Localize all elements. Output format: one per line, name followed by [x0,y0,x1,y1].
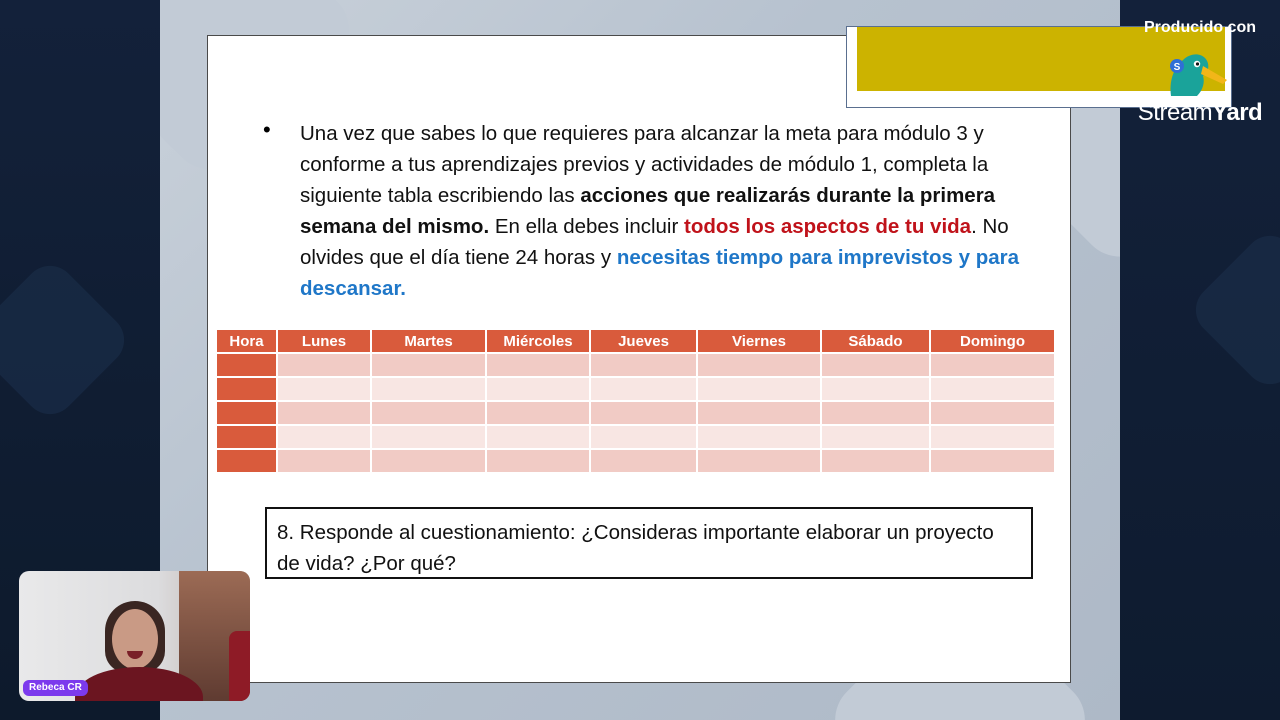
produced-with-label: Producido con [1144,19,1256,36]
table-cell [930,353,1055,377]
hour-cell [217,425,277,449]
instructions-blue-text: necesitas tiempo para imprevistos y para descansar. [300,246,1020,300]
table-cell [821,401,930,425]
table-cell [486,401,590,425]
table-cell [821,425,930,449]
hour-cell [217,401,277,425]
table-cell [590,353,697,377]
bullet-point: • [263,117,271,142]
table-cell [371,377,486,401]
table-row [217,425,1055,449]
brand-name-part1: Stream [1137,99,1213,126]
table-row [217,449,1055,472]
question-box [265,507,1033,579]
column-header: Hora [217,330,277,353]
table-cell [590,449,697,472]
column-header: Miércoles [486,330,590,353]
table-cell [821,449,930,472]
table-cell [590,425,697,449]
table-row [217,353,1055,377]
table-cell [590,377,697,401]
question-text: 8. Responde al cuestionamiento: ¿Consideras importante elaborar un proyecto de vida? ¿Por qué? [277,521,994,575]
table-cell [277,425,371,449]
table-cell [486,377,590,401]
participant-face [112,609,158,669]
table-row [217,401,1055,425]
table-cell [486,449,590,472]
table-cell [277,353,371,377]
table-cell [930,401,1055,425]
decor-diamond [1185,225,1280,395]
participant-name-tag: Rebeca CR [23,680,88,696]
instructions-paragraph [300,118,1040,304]
streamyard-duck-logo-icon [1163,46,1229,98]
table-cell [486,425,590,449]
table-cell [821,377,930,401]
table-cell [277,449,371,472]
table-cell [697,425,821,449]
table-cell [371,425,486,449]
table-cell [277,377,371,401]
table-row [217,377,1055,401]
table-cell [821,353,930,377]
table-cell [697,449,821,472]
instructions-text: En ella debes incluir [489,215,685,238]
svg-text:S: S [1173,62,1181,73]
instructions-bold-text: acciones que realizarás durante la primera semana del mismo. [300,184,996,238]
instructions-text: . No olvides que el día tiene 24 horas y [300,215,1009,269]
streamyard-wordmark [1120,99,1280,127]
column-header: Domingo [930,330,1055,353]
table-cell [697,353,821,377]
table-cell [930,449,1055,472]
hour-cell [217,449,277,472]
table-header-row [217,330,1055,353]
table-cell [590,401,697,425]
camera-background [229,631,250,701]
instructions-text: Una vez que sabes lo que requieres para alcanzar la meta para módulo 3 y conforme a tus aprendizajes previos y actividades de módulo 1, completa la siguiente tabla escribiendo las [300,122,989,207]
instructions-red-text: todos los aspectos de tu vida [684,215,972,238]
table-cell [930,425,1055,449]
table-cell [486,353,590,377]
column-header: Viernes [697,330,821,353]
hour-cell [217,377,277,401]
table-cell [371,401,486,425]
decor-diamond [0,255,135,425]
column-header: Jueves [590,330,697,353]
table-cell [371,353,486,377]
table-cell [930,377,1055,401]
table-cell [371,449,486,472]
column-header: Martes [371,330,486,353]
column-header: Sábado [821,330,930,353]
table-cell [697,401,821,425]
column-header: Lunes [277,330,371,353]
weekly-schedule-table [217,330,1056,472]
table-cell [697,377,821,401]
table-cell [277,401,371,425]
hour-cell [217,353,277,377]
brand-name-part2: Yard [1212,99,1263,126]
